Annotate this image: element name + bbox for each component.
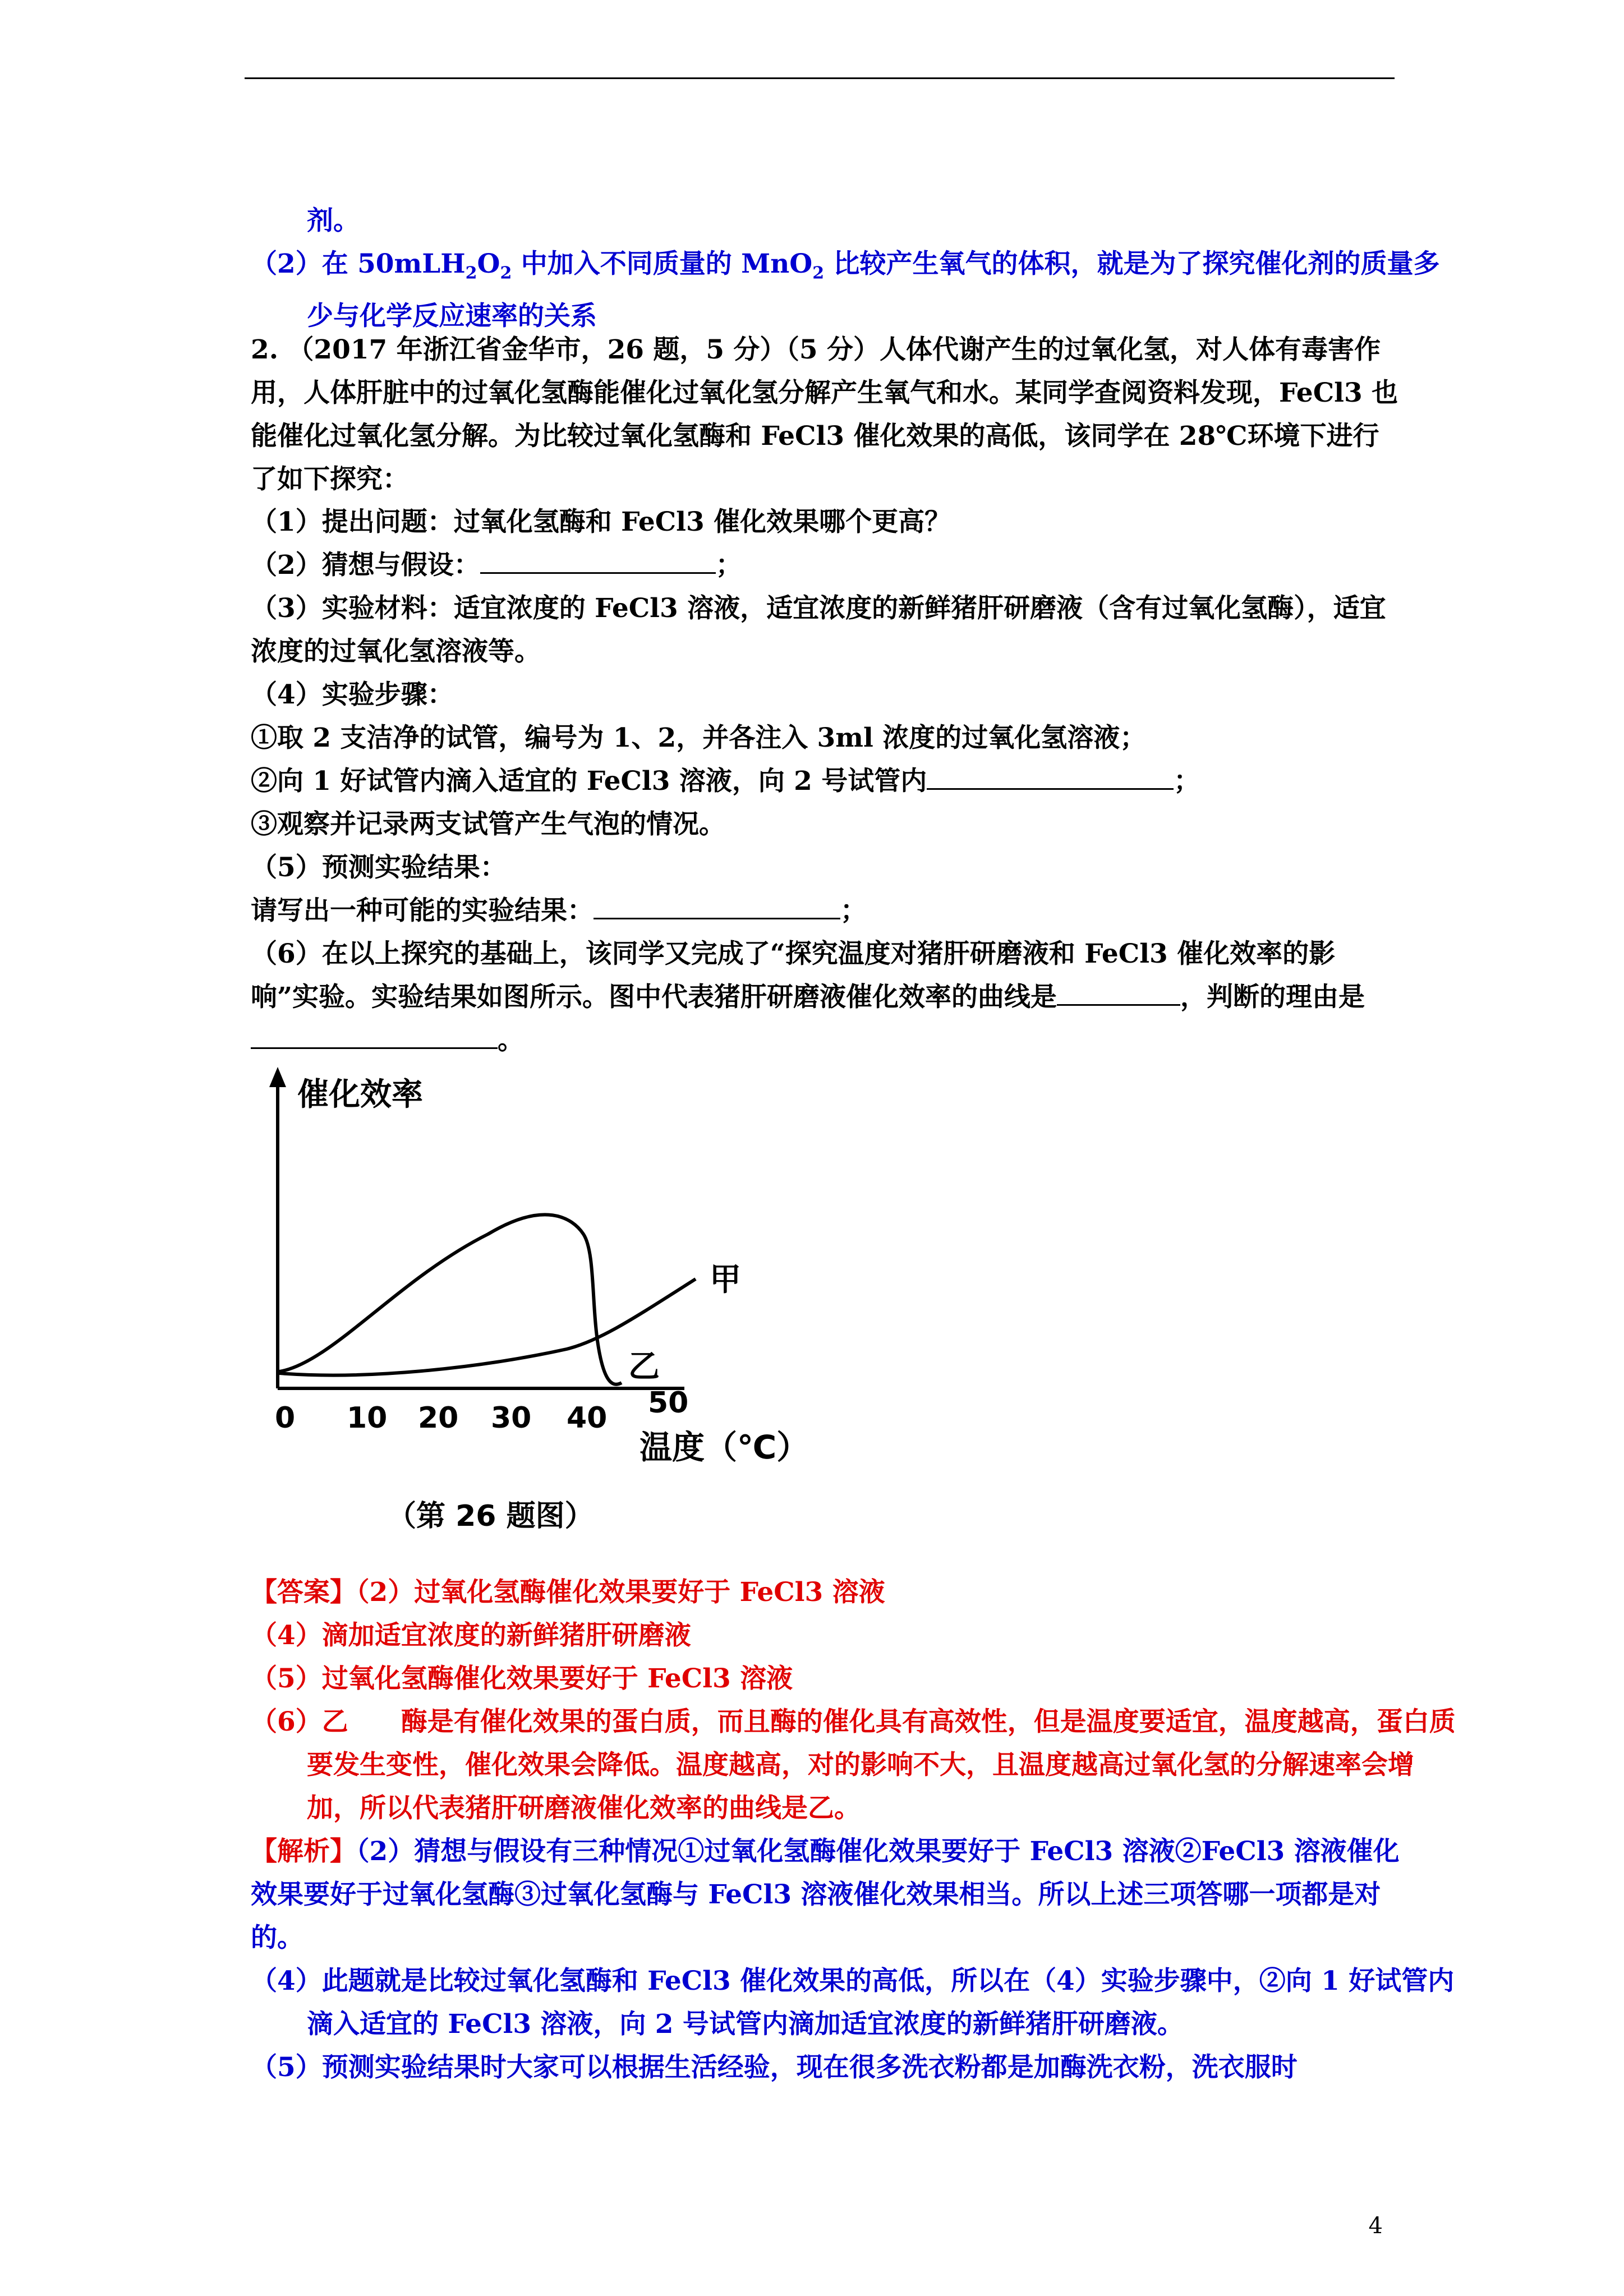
efficiency-figure bbox=[252, 1066, 841, 1559]
y-axis-arrow bbox=[269, 1067, 286, 1087]
analysis-tag: 【解析】 bbox=[251, 1836, 356, 1867]
prev-answer-end bbox=[251, 199, 1457, 242]
answer-line-3: （5）过氧化氢酶催化效果要好于 FeCl3 溶液 bbox=[251, 1663, 793, 1694]
x-tick-label: 40 bbox=[567, 1401, 608, 1435]
q2-step4: （4）实验步骤： bbox=[251, 679, 454, 710]
answer-blank[interactable] bbox=[251, 1023, 498, 1049]
q2-substep1: ①取 2 支洁净的试管，编号为 1、2，并各注入 3ml 浓度的过氧化氢溶液； bbox=[251, 723, 1147, 753]
curve-label-jia: 甲 bbox=[710, 1262, 741, 1298]
curve-label-yi: 乙 bbox=[628, 1349, 660, 1385]
prev-line: 剂。 bbox=[307, 205, 360, 236]
answer-blank[interactable] bbox=[927, 763, 1174, 790]
q2-step1: （1）提出问题：过氧化氢酶和 FeCl3 催化效果哪个更高？ bbox=[251, 507, 951, 537]
q2-step3: （3）实验材料：适宜浓度的 FeCl3 溶液，适宜浓度的新鲜猪肝研磨液（含有过氧化氢酶），适宜浓度的过氧化氢溶液等。 bbox=[251, 593, 1386, 667]
x-tick-label: 50 bbox=[648, 1386, 689, 1420]
q2-step5: （5）预测实验结果： bbox=[251, 852, 507, 883]
header-rule bbox=[245, 77, 1395, 79]
analysis-para-3: （5）预测实验结果时大家可以根据生活经验，现在很多洗衣粉都是加酶洗衣粉，洗衣服时 bbox=[251, 2052, 1298, 2083]
q2-substep3: ③观察并记录两支试管产生气泡的情况。 bbox=[251, 809, 725, 840]
prev-explanation-2: （2）在 $50mLH_2O_2$ 中加入不同质量的 MnO$_2$ 比较产生氧气的体积，就是为了探究催化剂的质量多少与化学反应速率的关系 bbox=[251, 249, 1440, 332]
q2-step6: （6）在以上探究的基础上，该同学又完成了“探究温度对猪肝研磨液和 FeCl3 催化效率的影响”实验。实验结果如图所示。图中代表猪肝研磨液催化效率的曲线是 ，判断的理由是。 bbox=[251, 938, 1365, 1056]
analysis-para-2: （4）此题就是比较过氧化氢酶和 FeCl3 催化效果的高低，所以在（4）实验步骤中，②向 1 好试管内滴入适宜的 FeCl3 溶液，向 2 号试管内滴加适宜浓度的新鲜猪肝研磨液。 bbox=[251, 1966, 1455, 2040]
x-tick-label: 30 bbox=[491, 1401, 532, 1435]
answer-blank[interactable] bbox=[1057, 979, 1180, 1006]
answer-line-1: 【答案】（2）过氧化氢酶催化效果要好于 FeCl3 溶液 bbox=[251, 1577, 885, 1608]
page-number: 4 bbox=[1368, 2213, 1383, 2239]
analysis-para-1: 【解析】（2）猜想与假设有三种情况①过氧化氢酶催化效果要好于 FeCl3 溶液②FeCl3 溶液催化效果要好于过氧化氢酶③过氧化氢酶与 FeCl3 溶液催化效果相当。所以上述三项答哪一项都是对的。 bbox=[251, 1836, 1400, 1953]
x-axis-label: 温度（℃） bbox=[640, 1428, 809, 1466]
figure-caption: （第 26 题图） bbox=[387, 1499, 594, 1533]
x-tick-label: 10 bbox=[347, 1401, 388, 1435]
answer-tag: 【答案】 bbox=[251, 1577, 356, 1608]
q2-step2: （2）猜想与假设： ； bbox=[251, 544, 1401, 587]
question-2-intro: 2. （2017 年浙江省金华市，26 题，5 分）（5 分）人体代谢产生的过氧化氢，对人体有毒害作用，人体肝脏中的过氧化氢酶能催化过氧化氢分解产生氧气和水。某同学查阅资料发现，FeCl3 也能催化过氧化氢分解。为比较过氧化氢酶和 FeCl3 催化效果的高低，该同学在 28℃环境下进行了如下探究： bbox=[251, 334, 1398, 495]
answer-blank[interactable] bbox=[594, 893, 840, 919]
x-tick-label: 0 bbox=[275, 1401, 296, 1435]
q2-step5-line: 请写出一种可能的实验结果： ； bbox=[251, 889, 1401, 932]
curve-yi bbox=[279, 1214, 622, 1384]
answer-line-4: （6）乙 酶是有催化效果的蛋白质，而且酶的催化具有高效性，但是温度要适宜，温度越高，蛋白质要发生变性，催化效果会降低。温度越高，对的影响不大，且温度越高过氧化氢的分解速率会增加，所以代表猪肝研磨液催化效率的曲线是乙。 bbox=[251, 1706, 1456, 1824]
answer-blank[interactable] bbox=[480, 547, 716, 574]
y-axis-label: 催化效率 bbox=[297, 1076, 423, 1113]
x-tick-label: 20 bbox=[418, 1401, 459, 1435]
answer-line-2: （4）滴加适宜浓度的新鲜猪肝研磨液 bbox=[251, 1620, 691, 1651]
q2-substep2: ②向 1 好试管内滴入适宜的 FeCl3 溶液，向 2 号试管内 ； bbox=[251, 760, 1401, 803]
